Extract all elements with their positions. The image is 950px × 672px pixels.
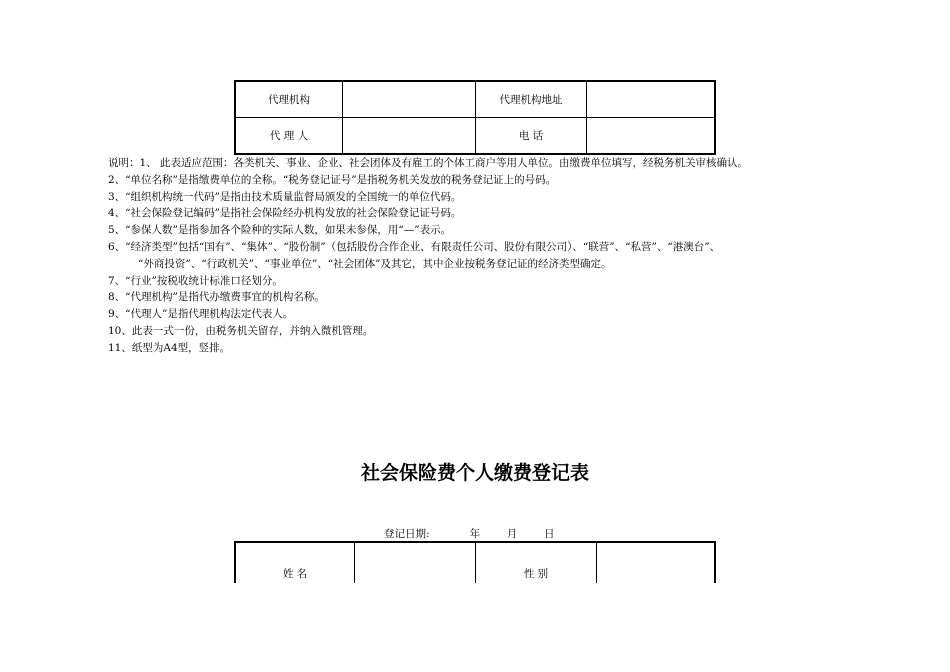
note-line: 7、“行业”按税收统计标准口径划分。 (108, 274, 283, 287)
agency-address-label: 代理机构地址 (476, 81, 587, 118)
agent-label: 代 理 人 (235, 118, 343, 155)
phone-label: 电 话 (476, 118, 587, 155)
person-table-row (235, 542, 715, 583)
note-line: 2、“单位名称”是指缴费单位的全称。“税务登记证号”是指税务机关发放的税务登记证上的号码。 (108, 173, 557, 186)
note-line: 3、“组织机构统一代码”是指由技术质量监督局颁发的全国统一的单位代码。 (108, 190, 462, 203)
agent-info-table (234, 80, 716, 155)
agent-value-cell (343, 118, 476, 155)
agency-address-value-cell (587, 81, 716, 118)
name-value-cell (355, 542, 476, 583)
phone-value-cell (587, 118, 716, 155)
instructions-notes (108, 155, 908, 357)
note-line: 10、此表一式一份，由税务机关留存，并纳入微机管理。 (108, 324, 374, 337)
note-line: “外商投资”、“行政机关”、“事业单位”、“社会团体”及其它，其中企业按税务登记证的经济类型确定。 (138, 257, 612, 270)
form-title: 社会保险费个人缴费登记表 (360, 462, 589, 484)
note-line: 6、“经济类型”包括“国有”、“集体”、“股份制”（包括股份合作企业、有限责任公司、股份有限公司）、“联营”、“私营”、“港澳台”、 (108, 240, 721, 253)
note-line: 5、“参保人数”是指参加各个险种的实际人数，如果未参保，用“—”表示。 (108, 224, 452, 237)
agent-table-row (235, 118, 715, 155)
note-line: 9、“代理人”是指代理机构法定代表人。 (108, 308, 294, 321)
registration-date: 登记日期: 年 月 日 (384, 528, 555, 540)
agency-label: 代理机构 (235, 81, 343, 118)
note-line: 8、“代理机构”是指代办缴费事宜的机构名称。 (108, 291, 325, 304)
name-label: 姓 名 (235, 542, 355, 583)
note-line: 4、“社会保险登记编码”是指社会保险经办机构发放的社会保险登记证号码。 (108, 207, 462, 220)
gender-value-cell (597, 542, 716, 583)
note-line: 说明：1、 此表适应范围：各类机关、事业、企业、社会团体及有雇工的个体工商户等用人单位。由缴费单位填写，经税务机关审核确认。 (108, 157, 749, 169)
agency-value-cell (343, 81, 476, 118)
agent-table-row (235, 81, 715, 118)
personal-info-table (234, 541, 716, 583)
gender-label: 性 别 (476, 542, 597, 583)
note-line: 11、纸型为A4型，竖排。 (108, 341, 231, 354)
